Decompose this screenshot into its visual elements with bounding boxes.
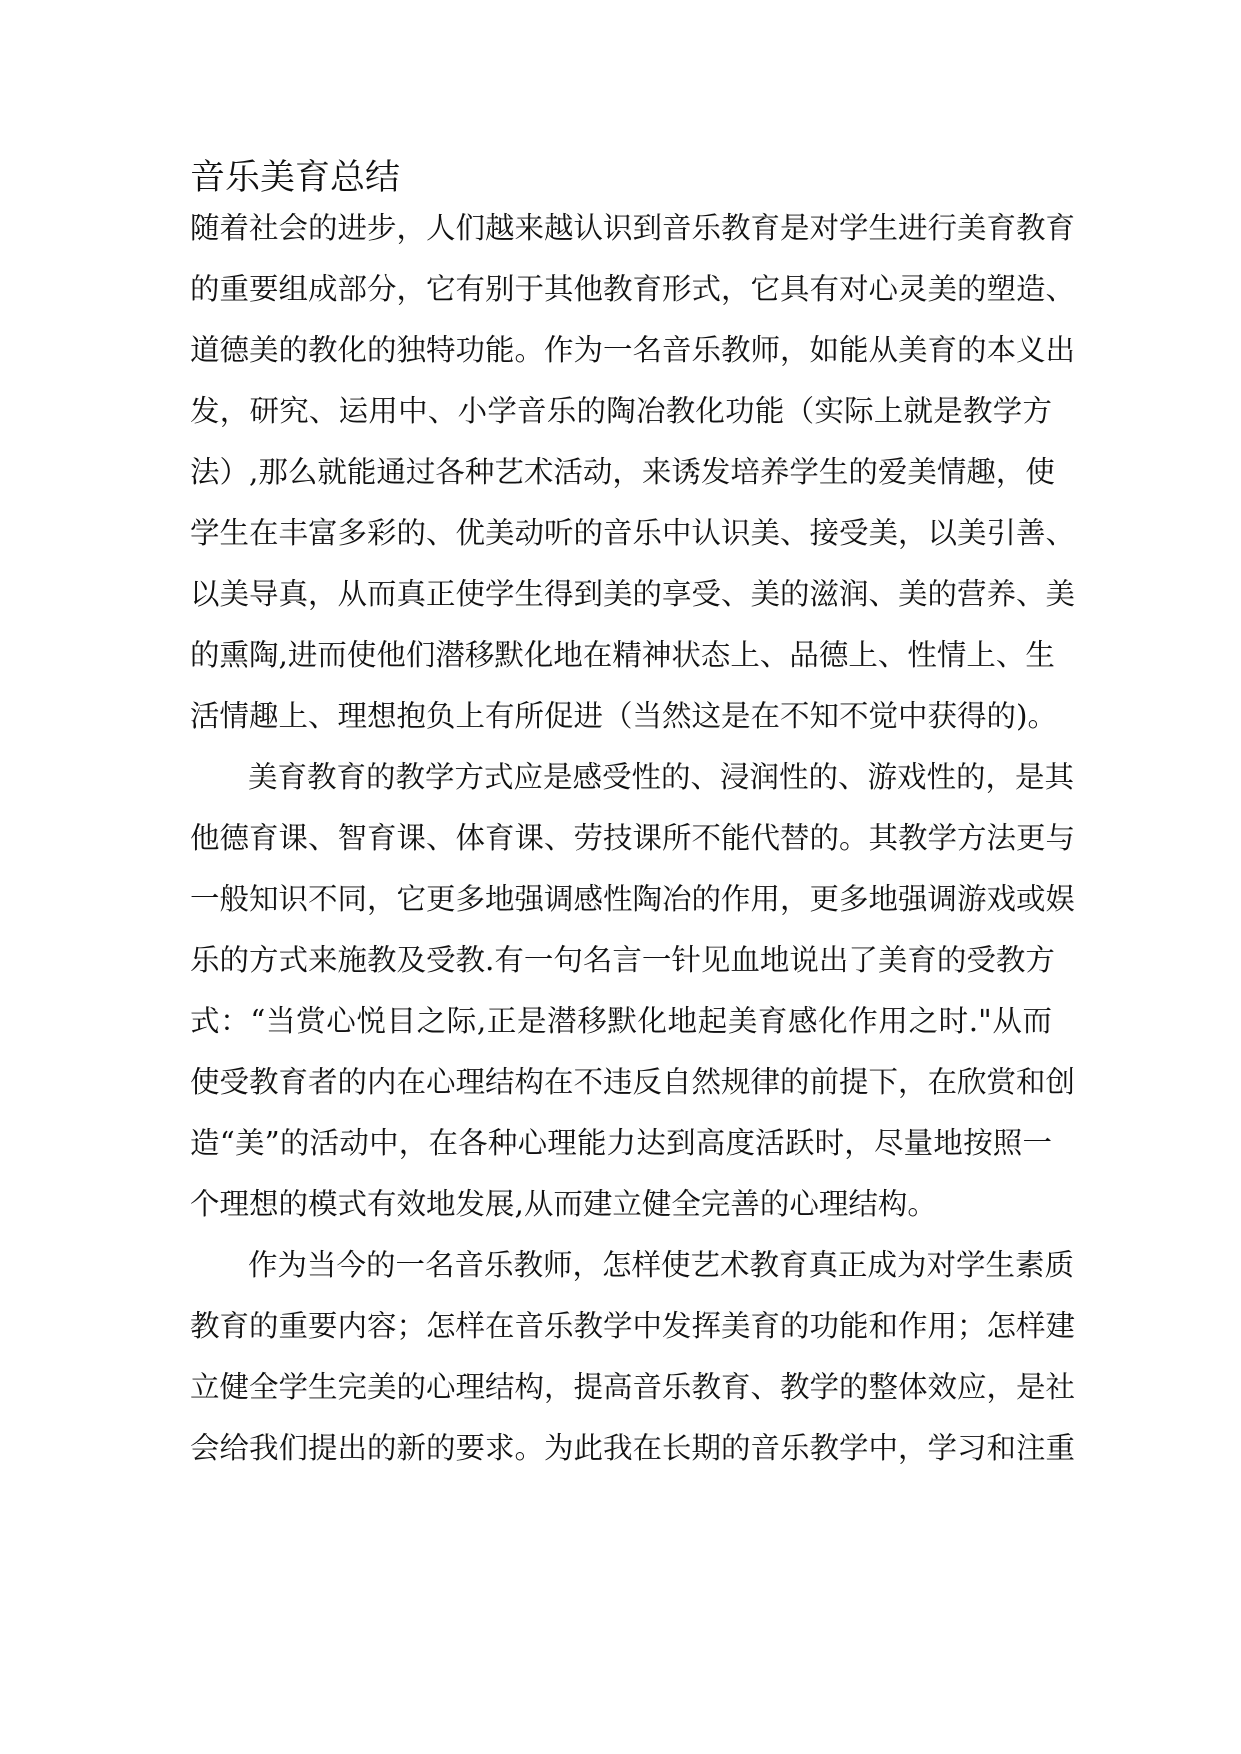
paragraph-line: 他德育课、智育课、体育课、劳技课所不能代替的。其教学方法更与	[190, 821, 1076, 855]
paragraph-line: 一般知识不同，它更多地强调感性陶冶的作用，更多地强调游戏或娱	[190, 882, 1076, 916]
paragraph-line: 随着社会的进步，人们越来越认识到音乐教育是对学生进行美育教育	[190, 211, 1076, 245]
paragraph-line: 的熏陶,进而使他们潜移默化地在精神状态上、品德上、性情上、生	[190, 638, 1055, 672]
paragraph-line: 乐的方式来施教及受教.有一句名言一针见血地说出了美育的受教方	[190, 943, 1055, 977]
paragraph-line: 会给我们提出的新的要求。为此我在长期的音乐教学中，学习和注重	[190, 1431, 1076, 1465]
paragraph-line: 学生在丰富多彩的、优美动听的音乐中认识美、接受美，以美引善、	[190, 516, 1076, 550]
paragraph-line: 立健全学生完美的心理结构，提高音乐教育、教学的整体效应，是社	[190, 1370, 1076, 1404]
document-title: 音乐美育总结	[190, 158, 401, 198]
paragraph-line: 的重要组成部分，它有别于其他教育形式，它具有对心灵美的塑造、	[190, 272, 1076, 306]
paragraph-line: 发，研究、运用中、小学音乐的陶冶教化功能（实际上就是教学方	[190, 394, 1052, 428]
paragraph-line: 个理想的模式有效地发展,从而建立健全完善的心理结构。	[190, 1187, 937, 1221]
paragraph-line: 教育的重要内容；怎样在音乐教学中发挥美育的功能和作用；怎样建	[190, 1309, 1076, 1343]
paragraph-line: 道德美的教化的独特功能。作为一名音乐教师，如能从美育的本义出	[190, 333, 1076, 367]
paragraph-line: 美育教育的教学方式应是感受性的、浸润性的、游戏性的，是其	[248, 760, 1075, 794]
paragraph-line: 以美导真，从而真正使学生得到美的享受、美的滋润、美的营养、美	[190, 577, 1076, 611]
paragraph-line: 式：“当赏心悦目之际,正是潜移默化地起美育感化作用之时."从而	[190, 1004, 1052, 1038]
paragraph-line: 活情趣上、理想抱负上有所促进（当然这是在不知不觉中获得的)。	[190, 699, 1058, 733]
paragraph-line: 法）,那么就能通过各种艺术活动，来诱发培养学生的爱美情趣，使	[190, 455, 1055, 489]
paragraph-line: 使受教育者的内在心理结构在不违反自然规律的前提下，在欣赏和创	[190, 1065, 1076, 1099]
paragraph-line: 造“美”的活动中，在各种心理能力达到高度活跃时，尽量地按照一	[190, 1126, 1052, 1160]
paragraph-line: 作为当今的一名音乐教师，怎样使艺术教育真正成为对学生素质	[248, 1248, 1075, 1282]
